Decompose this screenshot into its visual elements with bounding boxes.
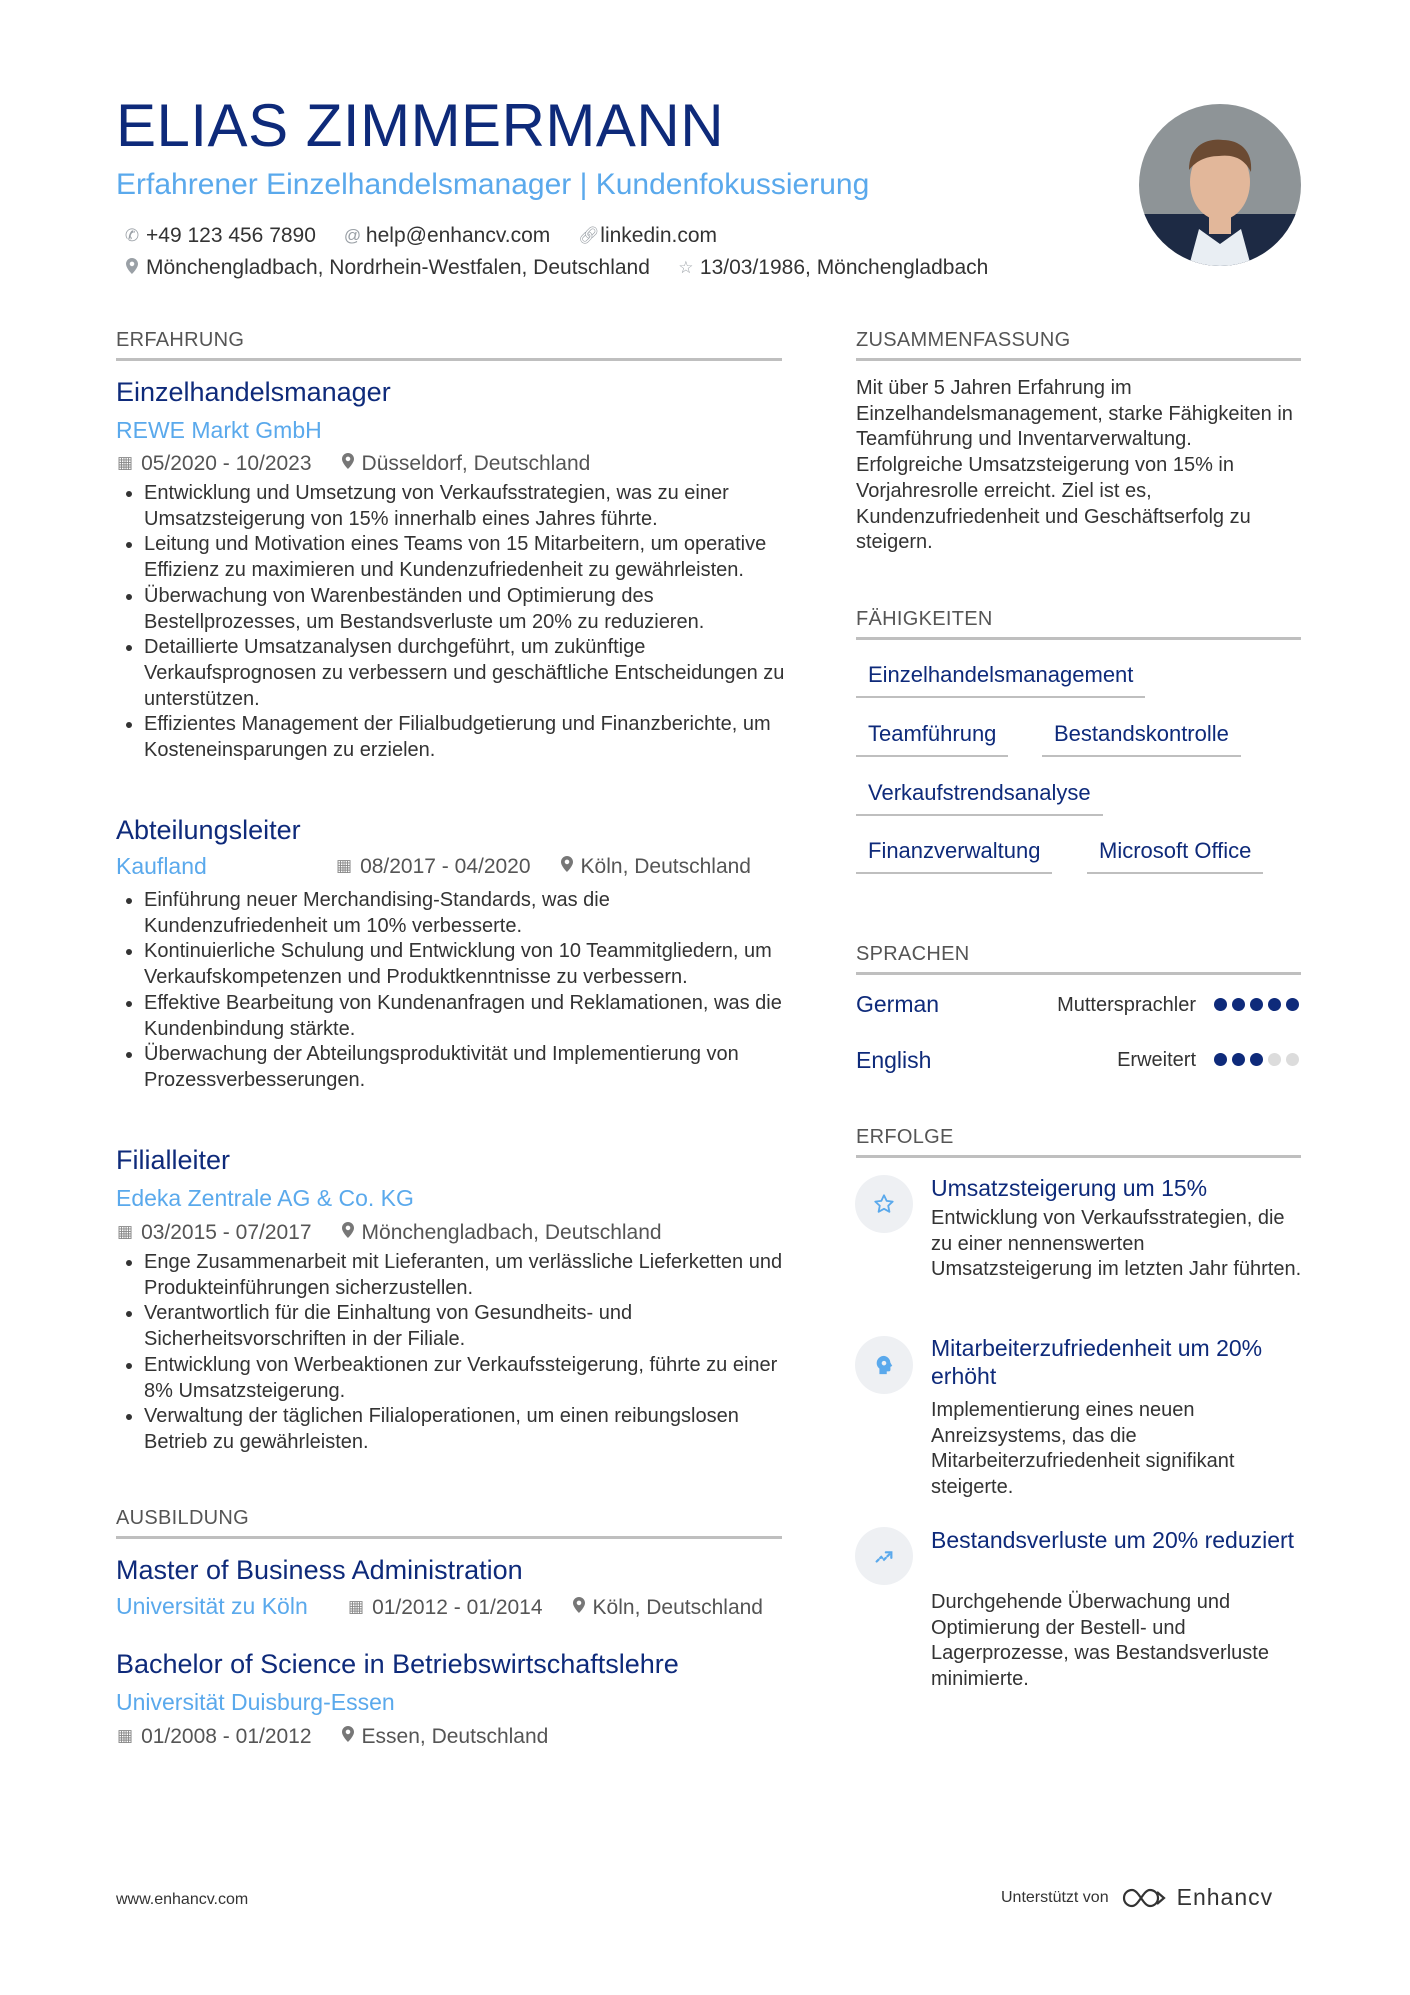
calendar-icon: ▦ — [117, 1726, 134, 1746]
calendar-icon: ▦ — [117, 453, 134, 473]
section-title-achievements: ERFOLGE — [856, 1127, 1301, 1158]
brand-name: Enhancv — [1176, 1884, 1274, 1910]
calendar-icon: ▦ — [348, 1597, 365, 1617]
job-bullets-1 — [128, 481, 794, 764]
skill-tag: Microsoft Office — [1087, 839, 1263, 874]
contact-row-2 — [124, 256, 1016, 280]
achievement-desc-2: Implementierung eines neuen Anreizsystems, das die Mitarbeiterzufriedenheit signifikant steigerte. — [931, 1399, 1235, 1499]
birth-item — [678, 256, 988, 280]
candidate-headline: Erfahrener Einzelhandelsmanager | Kundenfokussierung — [116, 168, 870, 201]
job-dates-2: 08/2017 - 04/2020 — [360, 855, 531, 878]
location-text: Mönchengladbach, Nordrhein-Westfalen, Deutschland — [146, 256, 650, 279]
language-rating-1 — [1214, 998, 1299, 1011]
section-title-summary: ZUSAMMENFASSUNG — [856, 330, 1301, 361]
job-meta-3 — [117, 1221, 662, 1244]
linkedin-text[interactable]: linkedin.com — [600, 224, 718, 247]
star-outline-icon: ☆ — [678, 258, 694, 277]
bullet: • Effizientes Management der Filialbudgetierung und Finanzberichte, um Kosteneinsparungen zu erzielen. — [144, 712, 794, 763]
job-location-1: Düsseldorf, Deutschland — [361, 452, 591, 475]
edu-dates-2: 01/2008 - 01/2012 — [141, 1725, 312, 1748]
rating-dot-filled — [1214, 1053, 1227, 1066]
edu-meta-2 — [117, 1725, 548, 1748]
at-icon: @ — [343, 226, 362, 245]
enhancv-logo-icon — [1121, 1886, 1167, 1910]
company-2: Kaufland — [116, 853, 207, 879]
location-pin-icon — [561, 856, 573, 877]
location-pin-icon — [342, 1222, 354, 1243]
skill-tag: Einzelhandelsmanagement — [856, 663, 1145, 698]
location-pin-icon — [342, 453, 354, 474]
achievement-title-2: Mitarbeiterzufriedenheit um 20% erhöht — [931, 1335, 1263, 1389]
job-meta-1 — [117, 452, 590, 475]
job-bullets-3 — [128, 1250, 794, 1456]
rating-dot-filled — [1232, 998, 1245, 1011]
section-title-experience: ERFAHRUNG — [116, 330, 782, 361]
job-dates-1: 05/2020 - 10/2023 — [141, 452, 312, 475]
bullet: • Detaillierte Umsatzanalysen durchgeführt, um zukünftige Verkaufsprognosen zu verbessern und geschäftliche Entscheidungen zu unterstützen. — [144, 635, 794, 712]
location-pin-icon — [124, 258, 140, 279]
link-icon: 🔗︎ — [578, 226, 600, 245]
job-title-3: Filialleiter — [116, 1145, 231, 1175]
calendar-icon: ▦ — [117, 1222, 134, 1242]
rating-dot-filled — [1232, 1053, 1245, 1066]
rating-dot-empty — [1286, 1053, 1299, 1066]
location-item — [124, 256, 650, 280]
rating-dot-filled — [1268, 998, 1281, 1011]
skill-tag: Verkaufstrendsanalyse — [856, 781, 1103, 816]
bullet: • Verwaltung der täglichen Filialoperationen, um einen reibungslosen Betrieb zu gewährleisten. — [144, 1404, 794, 1455]
star-icon — [855, 1175, 913, 1233]
linkedin-item[interactable] — [578, 224, 717, 248]
footer-branding — [1001, 1884, 1273, 1911]
birth-text: 13/03/1986, Mönchengladbach — [699, 256, 989, 279]
section-title-skills: FÄHIGKEITEN — [856, 609, 1301, 640]
footer-website[interactable]: www.enhancv.com — [116, 1891, 249, 1908]
job-location-2: Köln, Deutschland — [580, 855, 751, 878]
edu-location-1: Köln, Deutschland — [592, 1596, 763, 1619]
bullet: • Leitung und Motivation eines Teams von 15 Mitarbeitern, um operative Effizienz zu maximieren und Kundenzufriedenheit zu gewährleisten. — [144, 532, 794, 583]
company-1: REWE Markt GmbH — [116, 417, 322, 443]
email-text[interactable]: help@enhancv.com — [365, 224, 551, 247]
bullet: • Überwachung der Abteilungsproduktivität und Implementierung von Prozessverbesserungen. — [144, 1042, 794, 1093]
skill-tag: Finanzverwaltung — [856, 839, 1052, 874]
location-pin-icon — [573, 1597, 585, 1618]
rating-dot-filled — [1286, 998, 1299, 1011]
rating-dot-empty — [1268, 1053, 1281, 1066]
rating-dot-filled — [1250, 998, 1263, 1011]
achievement-desc-1: Entwicklung von Verkaufsstrategien, die zu einer nennenswerten Umsatzsteigerung im letzten Jahr führten. — [931, 1207, 1302, 1281]
job-title-1: Einzelhandelsmanager — [116, 377, 391, 407]
degree-1: Master of Business Administration — [116, 1555, 523, 1585]
powered-by-label: Unterstützt von — [1001, 1888, 1109, 1906]
summary-text: Mit über 5 Jahren Erfahrung im Einzelhandelsmanagement, starke Fähigkeiten in Teamführung und Inventarverwaltung. Erfolgreiche Umsatzsteigerung von 15% in Vorjahresrolle erreicht. Ziel ist es, Kundenzufriedenheit und Geschäftserfolg zu steigern. — [856, 377, 1293, 554]
calendar-icon: ▦ — [336, 856, 353, 876]
section-title-education: AUSBILDUNG — [116, 1508, 782, 1539]
edu-location-2: Essen, Deutschland — [361, 1725, 549, 1748]
job-bullets-2 — [128, 888, 794, 1094]
job-meta-2 — [336, 855, 751, 878]
bullet: • Entwicklung und Umsetzung von Verkaufsstrategien, was zu einer Umsatzsteigerung von 15% innerhalb eines Jahres führte. — [144, 481, 794, 532]
job-dates-3: 03/2015 - 07/2017 — [141, 1221, 312, 1244]
contact-row-1 — [124, 224, 745, 248]
bullet: • Effektive Bearbeitung von Kundenanfragen und Reklamationen, was die Kundenbindung stärkte. — [144, 991, 794, 1042]
school-2: Universität Duisburg-Essen — [116, 1689, 395, 1715]
phone-item — [124, 224, 316, 248]
achievement-title-1: Umsatzsteigerung um 15% — [931, 1175, 1208, 1201]
bullet: • Einführung neuer Merchandising-Standards, was die Kundenzufriedenheit um 10% verbesserte. — [144, 888, 794, 939]
language-level-1: Muttersprachler — [1057, 994, 1196, 1016]
company-3: Edeka Zentrale AG & Co. KG — [116, 1185, 414, 1211]
skill-tag: Bestandskontrolle — [1042, 722, 1241, 757]
language-rating-2 — [1214, 1053, 1299, 1066]
bullet: • Verantwortlich für die Einhaltung von Gesundheits- und Sicherheitsvorschriften in der Filiale. — [144, 1301, 794, 1352]
bullet: • Überwachung von Warenbeständen und Optimierung des Bestellprozesses, um Bestandsverluste um 20% zu reduzieren. — [144, 584, 794, 635]
head-icon — [855, 1336, 913, 1394]
edu-dates-1: 01/2012 - 01/2014 — [372, 1596, 543, 1619]
phone-icon: ✆ — [124, 226, 140, 245]
bullet: • Enge Zusammenarbeit mit Lieferanten, um verlässliche Lieferketten und Produkteinführungen sicherzustellen. — [144, 1250, 794, 1301]
achievement-title-3: Bestandsverluste um 20% reduziert — [931, 1527, 1295, 1553]
profile-photo — [1139, 104, 1301, 266]
rating-dot-filled — [1214, 998, 1227, 1011]
candidate-name: ELIAS ZIMMERMANN — [116, 92, 725, 159]
achievement-desc-3: Durchgehende Überwachung und Optimierung der Bestell- und Lagerprozesse, was Bestandsverluste minimierte. — [931, 1591, 1269, 1691]
trend-icon — [855, 1527, 913, 1585]
language-level-2: Erweitert — [1117, 1049, 1196, 1071]
bullet: • Entwicklung von Werbeaktionen zur Verkaufssteigerung, führte zu einer 8% Umsatzsteigerung. — [144, 1353, 794, 1404]
section-title-languages: SPRACHEN — [856, 944, 1301, 975]
degree-2: Bachelor of Science in Betriebswirtschaftslehre — [116, 1649, 679, 1679]
language-name-2: English — [856, 1047, 932, 1073]
edu-meta-1 — [348, 1596, 763, 1619]
school-1: Universität zu Köln — [116, 1593, 308, 1619]
email-item[interactable] — [344, 224, 550, 248]
rating-dot-filled — [1250, 1053, 1263, 1066]
job-location-3: Mönchengladbach, Deutschland — [361, 1221, 662, 1244]
location-pin-icon — [342, 1726, 354, 1747]
phone-text: +49 123 456 7890 — [146, 224, 316, 247]
bullet: • Kontinuierliche Schulung und Entwicklung von 10 Teammitgliedern, um Verkaufskompetenzen und Produktkenntnisse zu verbessern. — [144, 939, 794, 990]
language-name-1: German — [856, 991, 940, 1017]
job-title-2: Abteilungsleiter — [116, 815, 301, 845]
skill-tag: Teamführung — [856, 722, 1008, 757]
